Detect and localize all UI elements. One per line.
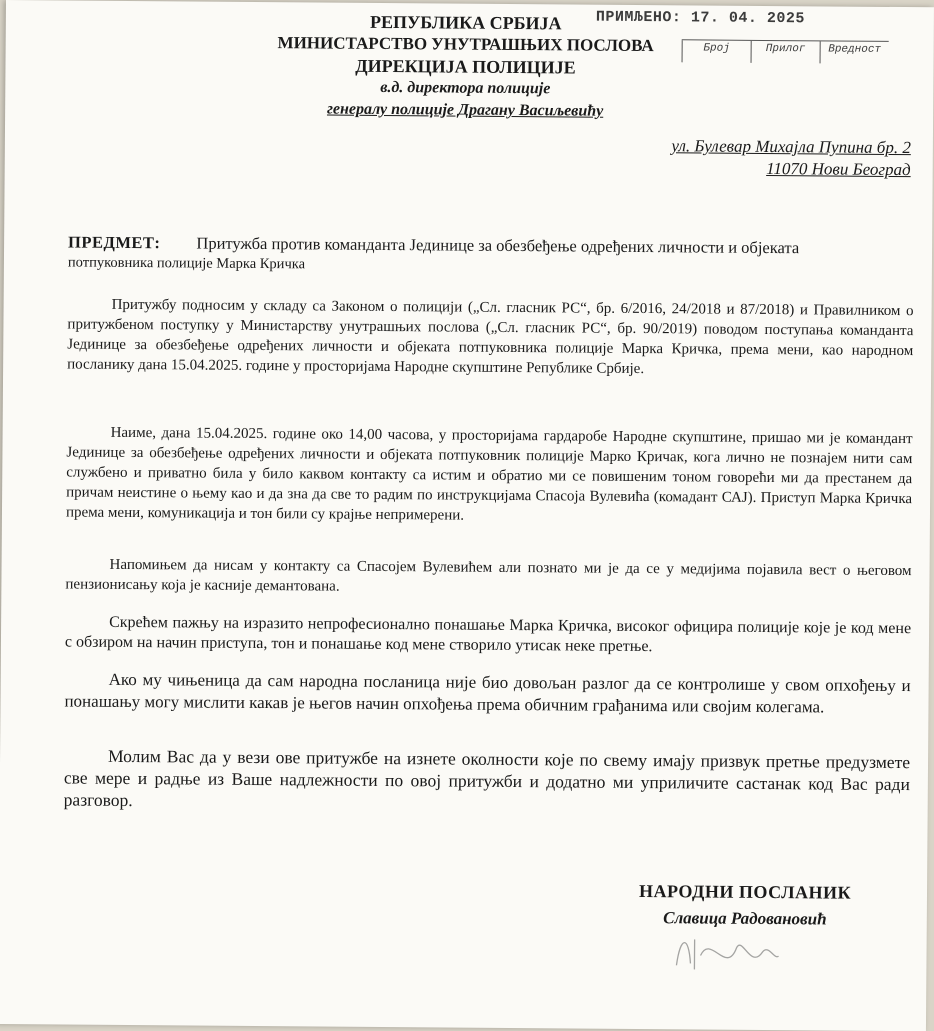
subject-label: ПРЕДМЕТ:	[68, 232, 161, 253]
address-street: ул. Булевар Михајла Пупина бр. 2	[671, 136, 911, 158]
stamp-col-number: Број	[682, 40, 751, 63]
subject-block	[68, 232, 914, 279]
stamp-col-attachment: Прилог	[751, 41, 820, 64]
subject-line-1: Притужба против команданта Јединице за обезбеђење одређених личности и објеката	[196, 233, 800, 258]
handwritten-signature	[670, 925, 780, 982]
subject-line-2: потпуковника полиције Марка Кричка	[67, 254, 306, 273]
stamp-grid	[682, 39, 889, 64]
signature-title: НАРОДНИ ПОСЛАНИК	[638, 880, 852, 903]
paragraph-note: Напомињем да нисам у контакту са Спасојем Вулевићем али познато ми је да се у медијима појавила вест о његовом пензионисању која је касније демантована.	[65, 556, 912, 595]
header-ministry: МИНИСТАРСТВО УНУТРАШЊИХ ПОСЛОВА	[277, 33, 654, 56]
paragraph-attention: Скрећем пажњу на изразито непрофесионално понашање Марка Кричка, високог официра полиције које је код мене с обзиром на начин приступа, тон и понашање код мене створило утисак неке претње.	[64, 613, 912, 656]
paragraph-conduct: Ако му чињеница да сам народна посланица није био довољан разлог да се контролише у свом опхођењу и понашању могу мислити какав је његов начин опхођења према обичним грађанима или својим колегама.	[64, 669, 911, 717]
paragraph-legal-basis: Притужбу подносим у складу са Законом о полицији („Сл. гласник РС“, бр. 6/2016, 24/2018 и 87/2018) и Правилником о притужбеном поступку у Министарству унутрашњих послова („Сл. гласник РС“, бр. 90/2019) поводом поступања команданта Јединице за обезбеђење одређених личности и објеката потпуковника полиције Марка Кричка, према мени, као народном посланику дана 15.04.2025. године у просторијама Народне скупштине Републике Србије.	[67, 296, 914, 378]
header-directorate: ДИРЕКЦИЈА ПОЛИЦИЈЕ	[355, 55, 576, 78]
stamp-col-value: Вредност	[820, 41, 889, 64]
recipient-address	[671, 135, 911, 181]
signature-block	[639, 881, 851, 930]
header-recipient-name: генералу полиције Драгану Васиљевићу	[326, 100, 604, 120]
header-republic: РЕПУБЛИКА СРБИЈА	[369, 11, 562, 34]
signature-name: Славица Радовановић	[663, 908, 827, 929]
paragraph-incident: Наиме, дана 15.04.2025. године око 14,00 часова, у просторијама гардаробе Народне скупштине, пришао ми је командант Јединице за обезбеђење одређених личности и објеката потпуковник полиције Марко Кричак, кога лично не познајем нити сам службено и приватно била у било каквом контакту са истим и обратио ми се повишеним тоном говорећи ми да престанем да причам неистине о њему као и да зна да све то радим по инструкцијама Спасоја Вулевића (комадант САЈ). Приступ Марка Кричка према мени, комуникација и тон били су крајње непримерени.	[65, 424, 913, 524]
paragraph-request: Молим Вас да у вези ове притужбе на изнете околности које по свему имају призвук претње предузмете све мере и радње из Ваше надлежности по овој притужби и додатно ми уприличите састанак код Вас ради разговор.	[63, 745, 911, 811]
header-recipient-title: в.д. директора полиције	[380, 78, 551, 98]
received-stamp	[596, 9, 912, 67]
stamp-date: ПРИМЉЕНО: 17. 04. 2025	[595, 8, 805, 28]
address-city: 11070 Нови Београд	[766, 158, 911, 180]
